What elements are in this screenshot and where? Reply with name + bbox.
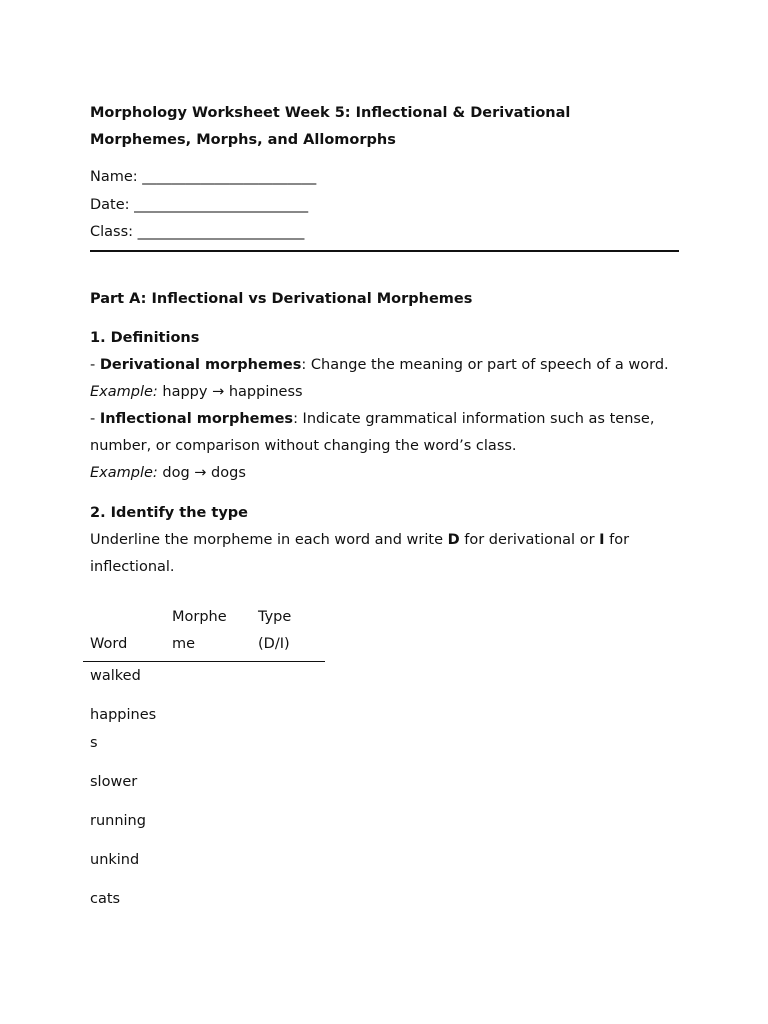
section-2-instructions xyxy=(90,527,680,581)
type-cell[interactable] xyxy=(251,878,325,917)
type-cell[interactable] xyxy=(251,839,325,878)
table-row xyxy=(83,694,325,761)
header-type-text: Type (D/I) xyxy=(258,608,292,652)
type-cell[interactable] xyxy=(251,694,325,761)
morpheme-cell[interactable] xyxy=(165,661,251,694)
word-cell xyxy=(83,839,165,878)
class-field: Class: _______________________ xyxy=(90,224,305,240)
word-text: slower xyxy=(90,773,138,790)
table-row xyxy=(83,761,325,800)
word-text: walked xyxy=(90,667,141,684)
example-label: Example: xyxy=(90,383,158,400)
instruction-text: for inflectional. xyxy=(90,531,634,575)
derivational-term: Derivational morphemes xyxy=(99,356,302,373)
morpheme-cell[interactable] xyxy=(165,839,251,878)
inflectional-definition xyxy=(90,406,680,460)
type-cell[interactable] xyxy=(251,800,325,839)
date-field: Date: ________________________ xyxy=(90,196,309,213)
example-text: dog → dogs xyxy=(157,465,246,482)
bullet-dash: - xyxy=(90,356,100,373)
section-1-heading: 1. Definitions xyxy=(90,329,200,346)
bullet-dash: - xyxy=(90,410,100,427)
table-row xyxy=(83,878,325,917)
derivational-definition xyxy=(90,352,680,379)
table-row xyxy=(83,800,325,839)
instruction-text: Underline the morpheme in each word and write xyxy=(90,531,448,548)
example-label: Example: xyxy=(90,465,158,482)
example-text: happy → happiness xyxy=(157,383,303,400)
title-line-1: Morphology Worksheet Week 5: Inflectional & Derivational xyxy=(90,105,571,121)
example-1 xyxy=(90,379,680,406)
word-cell xyxy=(83,761,165,800)
word-cell xyxy=(83,661,165,694)
word-cell xyxy=(83,694,165,761)
part-a-heading: Part A: Inflectional vs Derivational Morphemes xyxy=(90,290,473,307)
morpheme-cell[interactable] xyxy=(165,878,251,917)
type-cell[interactable] xyxy=(251,661,325,694)
word-text: unkind xyxy=(90,851,140,868)
header-divider xyxy=(90,250,679,252)
inflectional-term: Inflectional morphemes xyxy=(99,410,294,427)
table-row xyxy=(83,661,325,694)
word-text: happiness xyxy=(90,706,157,751)
table-row xyxy=(83,839,325,878)
derivational-code: D xyxy=(447,531,460,548)
title-line-2: Morphemes, Morphs, and Allomorphs xyxy=(90,132,396,148)
derivational-definition-text: : Change the meaning or part of speech of a word. xyxy=(301,356,669,373)
morpheme-cell[interactable] xyxy=(165,694,251,761)
header-morpheme-text: Morpheme xyxy=(172,608,227,652)
morpheme-cell[interactable] xyxy=(165,800,251,839)
section-2-heading: 2. Identify the type xyxy=(90,504,249,521)
header-morpheme xyxy=(165,604,251,662)
word-cell xyxy=(83,800,165,839)
word-cell xyxy=(83,878,165,917)
inflectional-definition-text: : Indicate grammatical information such as tense, number, or comparison without changing the word’s class. xyxy=(90,410,655,455)
table-header-row xyxy=(83,604,325,662)
worksheet-title xyxy=(90,100,680,154)
example-2 xyxy=(90,460,680,487)
worksheet-page xyxy=(90,100,680,917)
word-text: running xyxy=(90,812,146,829)
morpheme-cell[interactable] xyxy=(165,761,251,800)
inflectional-code: I xyxy=(599,531,605,548)
header-word: Word xyxy=(83,604,165,662)
student-info xyxy=(90,164,680,247)
name-field: Name: ________________________ xyxy=(90,169,317,185)
header-type xyxy=(251,604,325,662)
morpheme-table xyxy=(83,604,325,917)
word-text: cats xyxy=(90,890,121,907)
instruction-text: for derivational or xyxy=(459,531,600,548)
type-cell[interactable] xyxy=(251,761,325,800)
